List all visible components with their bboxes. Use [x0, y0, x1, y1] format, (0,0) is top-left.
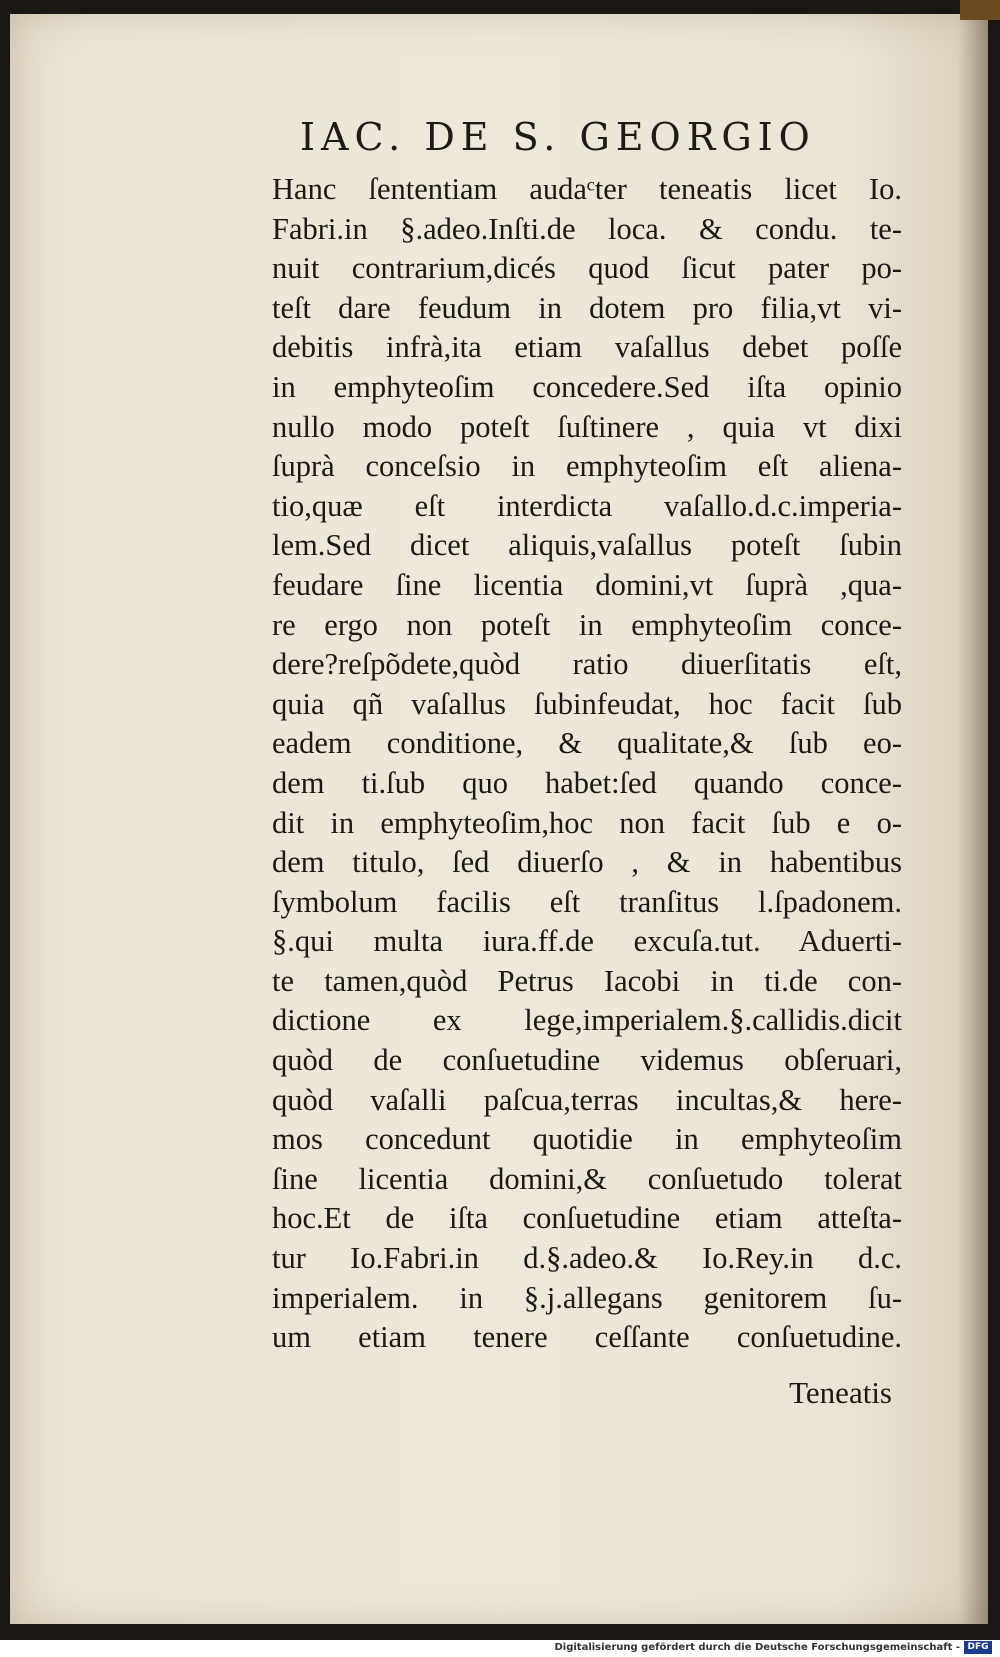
text-line: nuit contrarium,dicés quod ſicut pater po- [272, 251, 902, 286]
text-line: quòd vaſalli paſcua,terras incultas,& here- [272, 1082, 902, 1117]
text-line: nullo modo poteſt ſuſtinere , quia vt dixi [272, 409, 902, 444]
text-line: dictione ex lege,imperialem.§.callidis.dicit [272, 1003, 902, 1038]
binding-corner [960, 0, 1000, 20]
text-line: teſt dare feudum in dotem pro filia,vt vi- [272, 290, 902, 325]
text-line: ſuprà conceſsio in emphyteoſim eſt aliena- [272, 449, 902, 484]
text-line: dem ti.ſub quo habet:ſed quando conce- [272, 765, 902, 800]
text-line: dem titulo, ſed diuerſo , & in habentibus [272, 845, 902, 880]
text-line: um etiam tenere ceſſante conſuetudine. [272, 1320, 902, 1355]
text-line: in emphyteoſim concedere.Sed iſta opinio [272, 369, 902, 404]
text-line: Hanc ſententiam audaᶜter teneatis licet Io. [272, 172, 902, 206]
text-line: Fabri.in §.adeo.Inſti.de loca. & condu. te- [272, 211, 902, 246]
text-line: imperialem. in §.j.allegans genitorem ſu- [272, 1280, 902, 1315]
body-text [272, 170, 902, 1358]
text-line: quia qñ vaſallus ſubinfeudat, hoc facit ſub [272, 686, 902, 721]
text-line: quòd de conſuetudine videmus obſeruari, [272, 1043, 902, 1078]
text-line: tio,quæ eſt interdicta vaſallo.d.c.imperia- [272, 488, 902, 523]
text-line: tur Io.Fabri.in d.§.adeo.& Io.Rey.in d.c. [272, 1241, 902, 1276]
text-line: lem.Sed dicet aliquis,vaſallus poteſt ſubin [272, 528, 902, 563]
text-line: mos concedunt quotidie in emphyteoſim [272, 1122, 902, 1157]
text-line: debitis infrà,ita etiam vaſallus debet poſſe [272, 330, 902, 365]
running-head: IAC. DE S. GEORGIO [300, 115, 816, 159]
text-line: eadem conditione, & qualitate,& ſub eo- [272, 726, 902, 761]
text-line: re ergo non poteſt in emphyteoſim conce- [272, 607, 902, 642]
page-edge-shadow [958, 14, 988, 1624]
text-line: §.qui multa iura.ff.de excuſa.tut. Aduerti- [272, 924, 902, 959]
text-line: ſymbolum facilis eſt tranſitus l.ſpadonem. [272, 884, 902, 919]
dfg-logo: DFG [964, 1641, 992, 1654]
text-line: feudare ſine licentia domini,vt ſuprà ,qua- [272, 567, 902, 602]
text-line: dit in emphyteoſim,hoc non facit ſub e o- [272, 805, 902, 840]
text-line: hoc.Et de iſta conſuetudine etiam atteſta- [272, 1201, 902, 1236]
footer-credit: Digitalisierung gefördert durch die Deutsche Forschungsgemeinschaft - [554, 1642, 960, 1653]
text-line: ſine licentia domini,& conſuetudo tolerat [272, 1161, 902, 1196]
text-line: dere?reſpõdete,quòd ratio diuerſitatis eſt, [272, 647, 902, 682]
catchword: Teneatis [789, 1375, 892, 1410]
text-line: te tamen,quòd Petrus Iacobi in ti.de con- [272, 963, 902, 998]
